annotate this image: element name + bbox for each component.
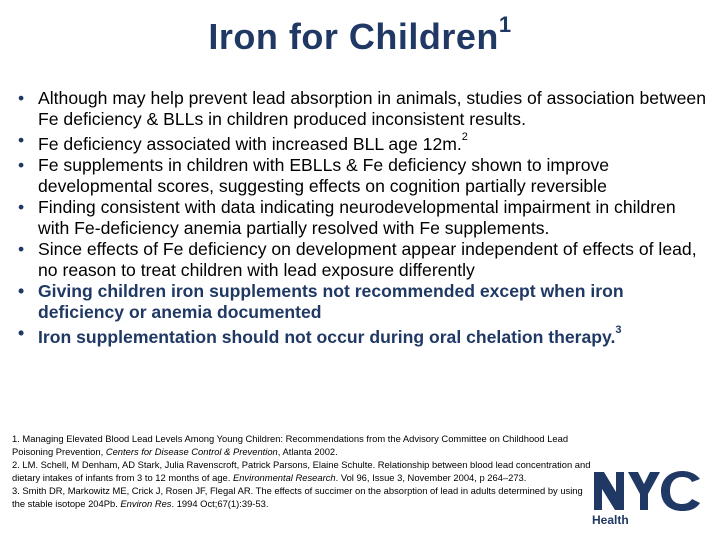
bullet-item-highlight <box>10 281 710 323</box>
title-text: Iron for Children <box>208 16 499 57</box>
bullet-text: Giving children iron supplements not recommended except when iron deficiency or anemia documented <box>38 280 624 322</box>
bullet-item <box>10 88 710 130</box>
reference-1 <box>12 432 598 458</box>
bullet-text: Since effects of Fe deficiency on development appear independent of effects of lead, no reason to treat children with lead exposure differently <box>38 238 697 280</box>
bullet-text: Fe supplements in children with EBLLs & Fe deficiency shown to improve developmental scores, suggesting effects on cognition partially reversible <box>38 154 610 196</box>
bullet-item <box>10 197 710 239</box>
bullet-item-highlight <box>10 323 710 348</box>
reference-3 <box>12 484 598 510</box>
reference-text: 2. LM. Schell, M Denham, AD Stark, Julia Ravenscroft, Patrick Parsons, Elaine Schulte. Relationship between blood lead concentration and dietary intakes of infants from 3 to 12 months of age. <box>12 459 591 483</box>
reference-text: , Atlanta 2002. <box>277 446 338 457</box>
bullet-text: Iron supplementation should not occur during oral chelation therapy. <box>38 326 616 347</box>
bullet-text: Although may help prevent lead absorption in animals, studies of association between Fe deficiency & BLLs in children produced inconsistent results. <box>38 88 706 129</box>
reference-text: . Vol 96, Issue 3, November 2004, p 264–273. <box>335 472 527 483</box>
reference-2 <box>12 458 598 484</box>
bullet-text: Finding consistent with data indicating neurodevelopmental impairment in children with Fe-deficiency anemia partially resolved with Fe supplements. <box>38 196 676 238</box>
logo-caption: Health <box>592 513 629 527</box>
footnote-marker: 3 <box>615 323 622 336</box>
reference-source: Environmental Research <box>232 472 336 483</box>
slide-title <box>0 12 720 58</box>
footnote-marker: 2 <box>461 131 468 143</box>
bullet-item <box>10 155 710 197</box>
reference-text: 3. Smith DR, Markowitz ME, Crick J, Rosen JF, Flegal AR. The effects of succimer on the absorption of lead in adults determined by using the stable isotope 204Pb. <box>12 485 583 509</box>
reference-source: Environ Res <box>120 498 172 509</box>
bullet-item <box>10 130 710 155</box>
references <box>12 432 598 510</box>
title-footnote-marker: 1 <box>498 12 512 37</box>
reference-text: . 1994 Oct;67(1):39-53. <box>171 498 269 509</box>
nyc-logo-icon <box>592 470 704 512</box>
bullet-text: Fe deficiency associated with increased BLL age 12m. <box>38 133 462 154</box>
reference-text: 1. Managing Elevated Blood Lead Levels Among Young Children: Recommendations from the Advisory Committee on Childhood Lead Poisoning Prevention, <box>12 433 569 457</box>
bullet-item <box>10 239 710 281</box>
reference-source: Centers for Disease Control & Prevention <box>105 446 278 457</box>
bullet-list <box>10 88 710 348</box>
